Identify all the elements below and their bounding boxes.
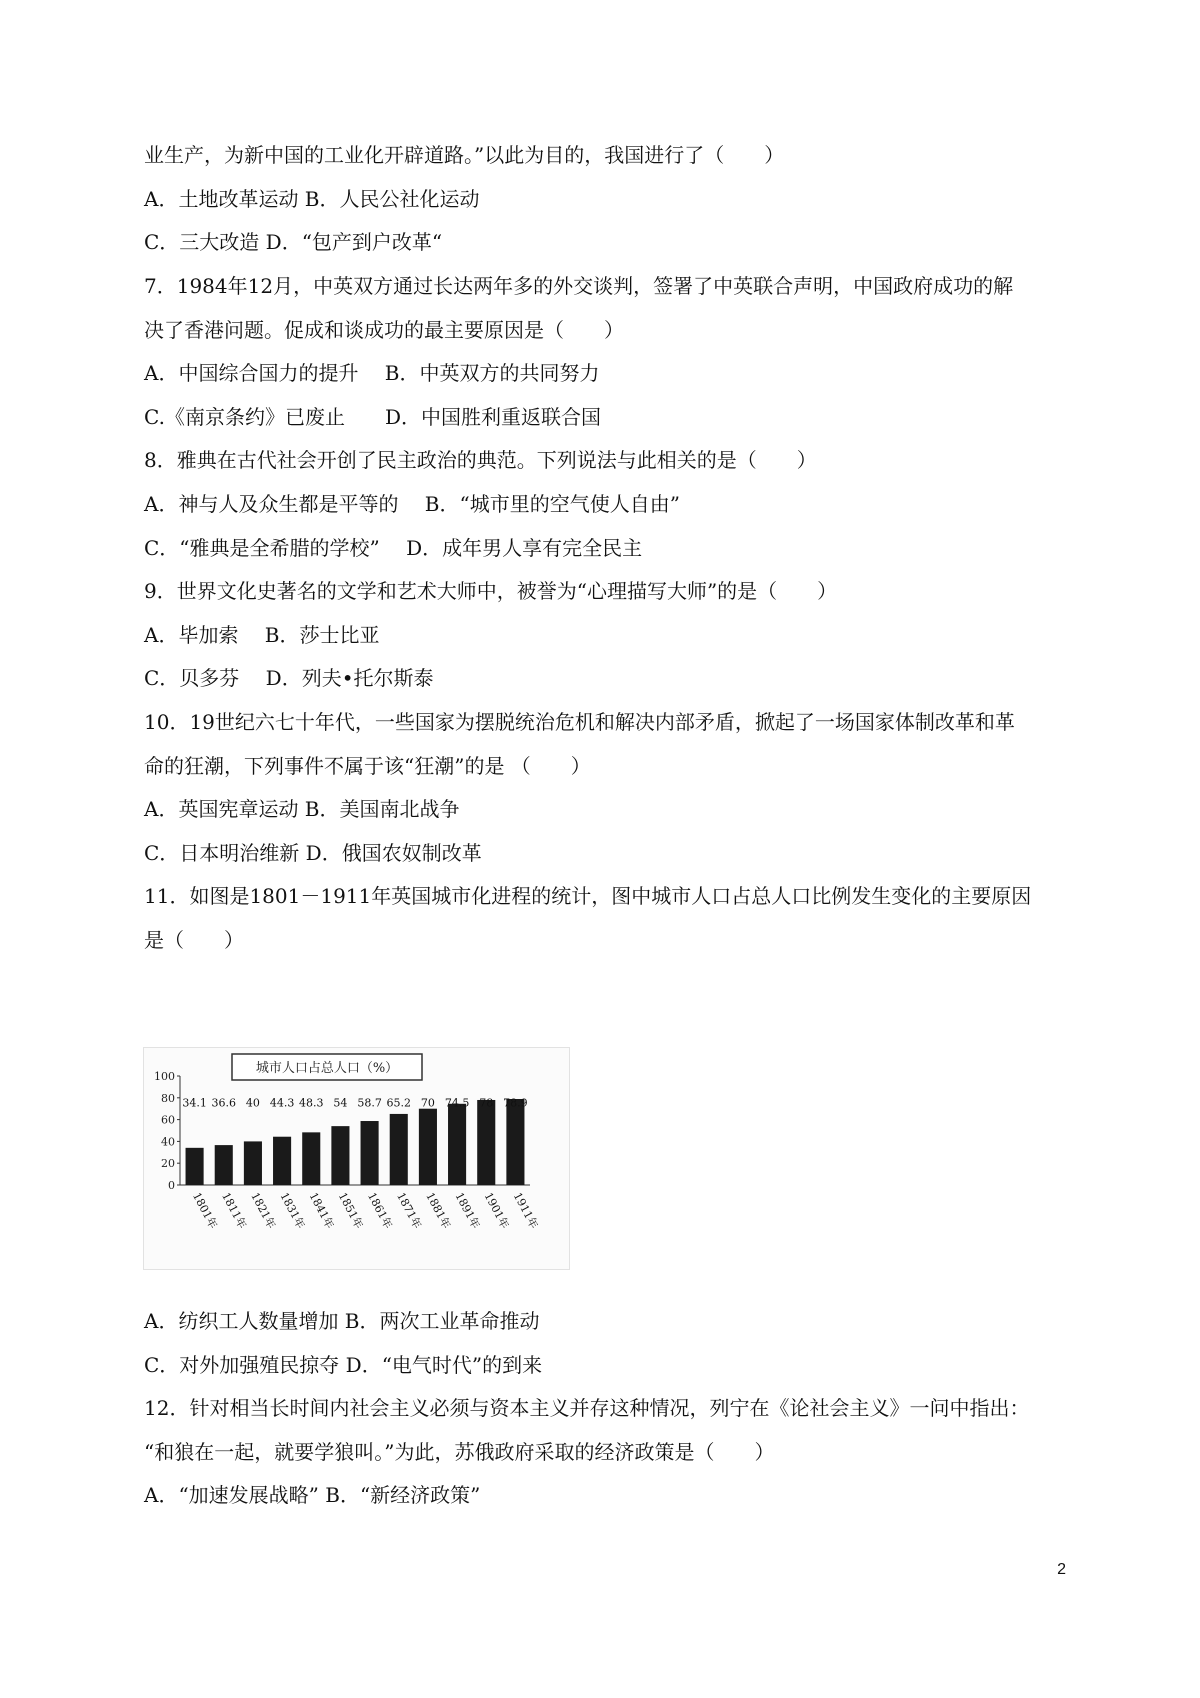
x-tick-label: 1871年 <box>394 1190 424 1231</box>
x-tick-label: 1821年 <box>248 1190 279 1231</box>
option-line: A．英国宪章运动 B．美国南北战争 <box>144 797 460 821</box>
bar-value-label: 44.3 <box>269 1096 295 1110</box>
question-12-stem: 12．针对相当长时间内社会主义必须与资本主义并存这种情况，列宁在《论社会主义》一问中指出： <box>144 1396 1030 1420</box>
text-line: 业生产，为新中国的工业化开辟道路。”以此为目的，我国进行了（ ） <box>144 143 785 167</box>
option-line: A．中国综合国力的提升 B．中英双方的共同努力 <box>144 361 600 385</box>
x-tick-label: 1851年 <box>335 1190 366 1231</box>
bar-value-label: 74.5 <box>444 1096 470 1110</box>
option-line: C．“雅典是全希腊的学校” D．成年男人享有完全民主 <box>144 536 643 560</box>
x-tick-label: 1861年 <box>364 1190 395 1231</box>
y-tick-label: 20 <box>161 1157 175 1171</box>
chart-svg <box>144 1048 569 1269</box>
option-line: A．土地改革运动 B．人民公社化运动 <box>144 187 480 211</box>
x-tick-label: 1831年 <box>277 1190 308 1231</box>
option-line: C.《南京条约》已废止 D．中国胜利重返联合国 <box>144 405 601 429</box>
y-tick-label: 60 <box>161 1113 175 1127</box>
option-line: C．对外加强殖民掠夺 D．“电气时代”的到来 <box>144 1353 543 1377</box>
option-line: C．日本明治维新 D．俄国农奴制改革 <box>144 841 482 865</box>
y-tick-label: 100 <box>154 1070 175 1083</box>
option-line: A．神与人及众生都是平等的 B．“城市里的空气使人自由” <box>144 492 680 516</box>
bar <box>390 1114 408 1185</box>
question-8-stem: 8．雅典在古代社会开创了民主政治的典范。下列说法与此相关的是（ ） <box>144 448 817 472</box>
question-10-stem-cont: 命的狂潮，下列事件不属于该“狂潮”的是 （ ） <box>144 754 591 778</box>
bar <box>302 1132 320 1185</box>
bar <box>273 1137 291 1185</box>
bar-value-label: 58.7 <box>357 1096 382 1110</box>
bar-value-label: 54 <box>333 1096 348 1110</box>
question-7-stem: 7．1984年12月，中英双方通过长达两年多的外交谈判，签署了中英联合声明，中国政府成功的解 <box>144 274 1014 298</box>
bar <box>244 1141 262 1185</box>
y-tick-label: 80 <box>161 1091 175 1105</box>
bar <box>361 1121 379 1185</box>
bar <box>215 1145 233 1185</box>
bar-value-label: 48.3 <box>299 1096 324 1110</box>
bar <box>477 1100 495 1185</box>
question-12-stem-cont: “和狼在一起，就要学狼叫。”为此，苏俄政府采取的经济政策是（ ） <box>144 1440 775 1464</box>
bar-value-label: 78.9 <box>503 1096 528 1110</box>
x-tick-label: 1801年 <box>189 1190 220 1231</box>
x-tick-label: 1811年 <box>219 1190 249 1231</box>
bar-value-label: 36.6 <box>211 1096 236 1110</box>
x-tick-label: 1881年 <box>423 1190 454 1231</box>
option-line: A．毕加索 B．莎士比亚 <box>144 623 380 647</box>
x-tick-label: 1841年 <box>306 1190 337 1231</box>
page-number: 2 <box>1057 1561 1066 1578</box>
bar <box>448 1104 466 1185</box>
question-11-stem-cont: 是（ ） <box>144 928 244 952</box>
bar-value-label: 40 <box>245 1096 260 1110</box>
option-line: A．“加速发展战略” B．“新经济政策” <box>144 1483 481 1507</box>
x-tick-label: 1901年 <box>481 1190 512 1231</box>
bar-value-label: 70 <box>420 1096 435 1110</box>
option-line: A．纺织工人数量增加 B．两次工业革命推动 <box>144 1309 540 1333</box>
x-tick-label: 1911年 <box>510 1190 541 1231</box>
bar-value-label: 34.1 <box>182 1096 207 1110</box>
bar <box>419 1109 437 1185</box>
urbanization-bar-chart <box>143 1047 570 1270</box>
bar <box>331 1126 349 1185</box>
bar <box>506 1099 524 1185</box>
bar-value-label: 78 <box>479 1096 494 1110</box>
question-7-stem-cont: 决了香港问题。促成和谈成功的最主要原因是（ ） <box>144 318 624 342</box>
option-line: C．贝多芬 D．列夫•托尔斯泰 <box>144 666 434 690</box>
question-9-stem: 9．世界文化史著名的文学和艺术大师中，被誉为“心理描写大师”的是（ ） <box>144 579 838 603</box>
option-line: C．三大改造 D．“包产到户改革“ <box>144 230 443 254</box>
y-tick-label: 0 <box>168 1179 175 1192</box>
x-tick-label: 1891年 <box>452 1190 483 1231</box>
chart-title: 城市人口占总人口（%） <box>255 1061 399 1076</box>
bar <box>186 1148 204 1185</box>
y-tick-label: 40 <box>161 1135 175 1149</box>
question-10-stem: 10．19世纪六七十年代，一些国家为摆脱统治危机和解决内部矛盾，掀起了一场国家体制改革和革 <box>144 710 1015 734</box>
question-11-stem: 11．如图是1801－1911年英国城市化进程的统计，图中城市人口占总人口比例发生变化的主要原因 <box>144 884 1032 908</box>
bar-value-label: 65.2 <box>386 1096 411 1110</box>
